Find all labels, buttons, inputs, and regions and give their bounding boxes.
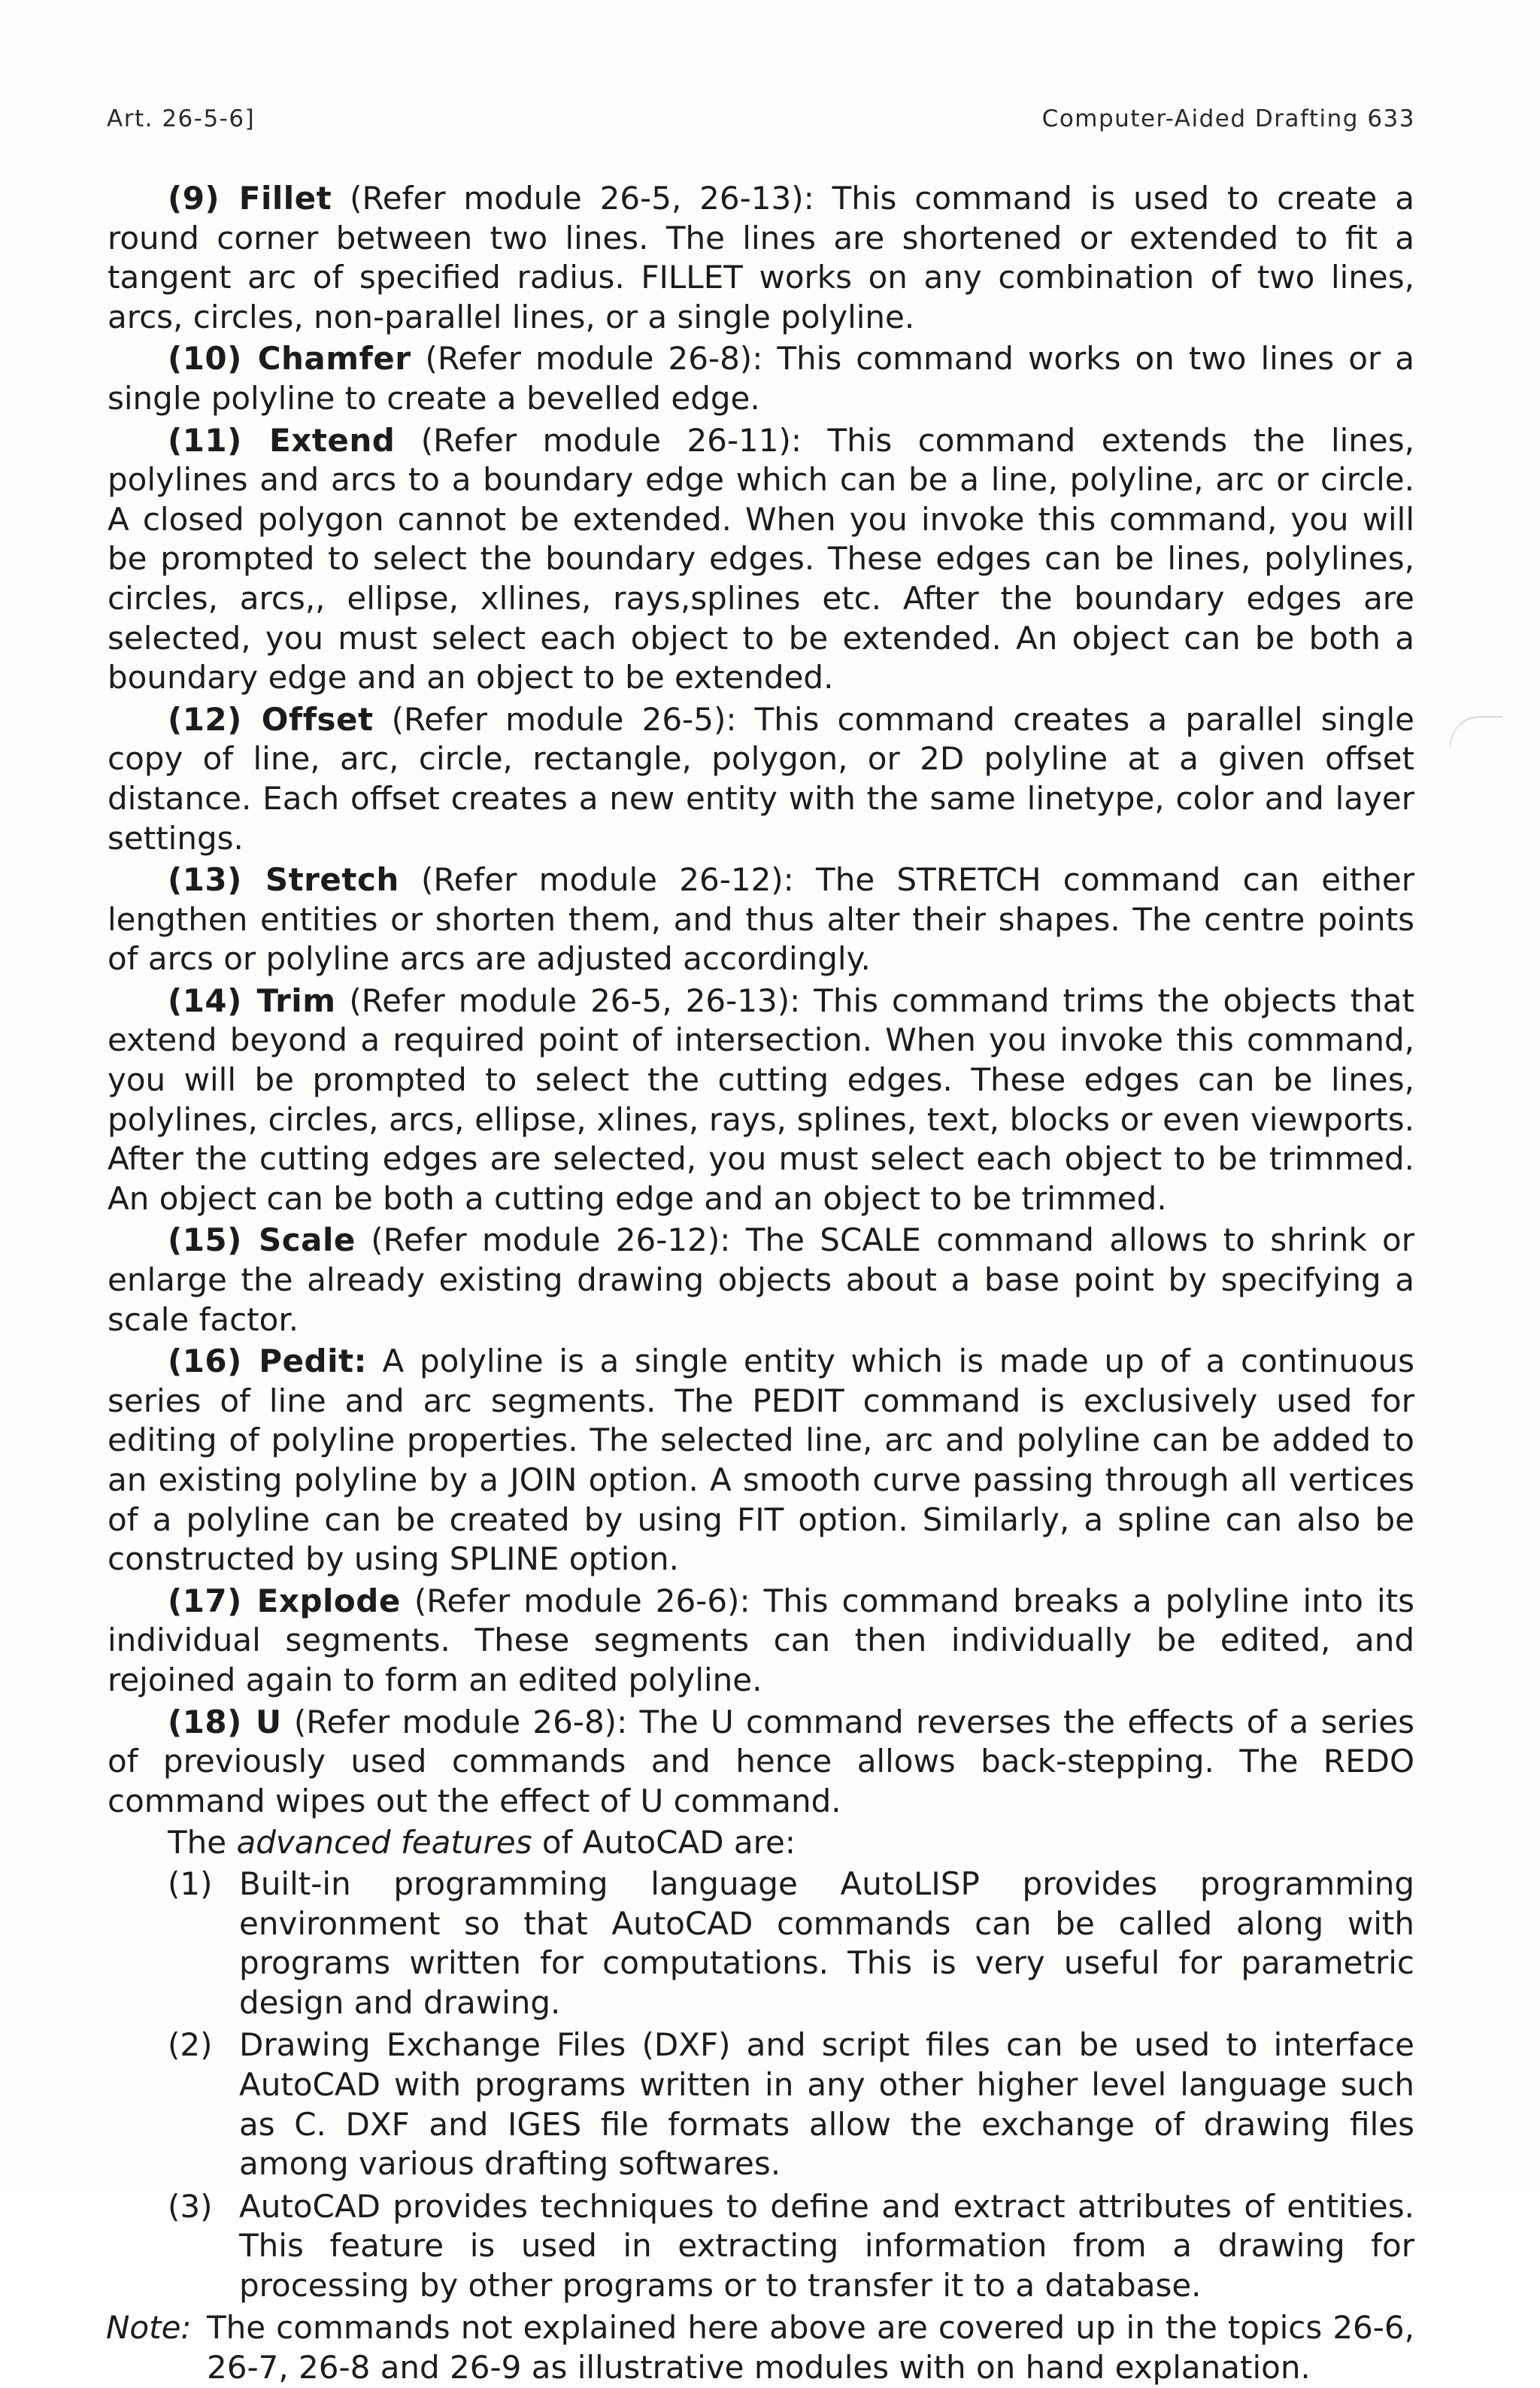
command-label: [168, 1221, 356, 1258]
command-name: Extend: [269, 421, 396, 459]
command-paragraph-fillet: [108, 179, 1414, 337]
command-description: (Refer module 26-8): This command works on two lines or a single polyline to create a bevelled edge.: [108, 340, 1415, 417]
command-name: Scale: [259, 1221, 356, 1259]
list-item-text: Drawing Exchange Files (DXF) and script files can be used to interface AutoCAD with programs written in any other higher level language such as C. DXF and IGES file formats allow the exchange of drawing files among various drafting softwares.: [239, 2026, 1414, 2183]
command-number: (13): [168, 861, 242, 899]
command-paragraph-explode: [108, 1582, 1414, 1701]
command-paragraph-u: [108, 1703, 1414, 1822]
command-name: Chamfer: [257, 340, 411, 378]
command-name: Fillet: [238, 180, 332, 217]
command-label: [168, 861, 399, 898]
list-item: [108, 2025, 1414, 2183]
command-paragraph-offset: [108, 700, 1414, 858]
command-paragraph-scale: [108, 1221, 1414, 1340]
page-body: [108, 179, 1414, 2388]
command-paragraph-extend: [108, 421, 1414, 698]
command-name: Trim: [256, 982, 336, 1019]
list-item-text: AutoCAD provides techniques to define and extract attributes of entities. This feature is used in extracting information from a drawing for processing by other programs or to transfer it to a database.: [239, 2187, 1414, 2304]
command-paragraph-stretch: [108, 860, 1414, 979]
command-description: (Refer module 26-12): The SCALE command allows to shrink or enlarge the already existing drawing objects about a base point by specifying a scale factor.: [108, 1221, 1414, 1338]
command-number: (11): [168, 421, 242, 459]
note-label: Note:: [106, 2309, 192, 2347]
command-number: (16): [168, 1343, 242, 1380]
command-label: [168, 982, 335, 1019]
command-paragraph-pedit: [108, 1342, 1414, 1579]
command-description: (Refer module 26-5): This command creates a parallel single copy of line, arc, circle, rectangle, polygon, or 2D polyline at a given offset distance. Each offset creates a new entity with the same linetype, color and layer settings.: [108, 700, 1415, 857]
note-block: [108, 2308, 1414, 2387]
command-number: (14): [168, 982, 242, 1019]
scan-artifact-mark: [1450, 716, 1502, 748]
command-label: [168, 1704, 282, 1740]
list-item-number: (1): [168, 1865, 213, 1902]
running-header: [107, 105, 1415, 143]
command-label: [168, 180, 332, 217]
command-label: [168, 422, 395, 459]
running-title-and-page-number: Computer-Aided Drafting 633: [1041, 105, 1415, 132]
command-number: (18): [168, 1703, 242, 1740]
list-item-text: Built-in programming language AutoLISP provides programming environment so that AutoCAD commands can be called along with programs written for computations. This is very useful for parametric design and drawing.: [239, 1865, 1414, 2021]
command-number: (15): [168, 1221, 242, 1259]
advanced-features-list: [108, 1865, 1414, 2306]
command-description: A polyline is a single entity which is made up of a continuous series of line and arc segments. The PEDIT command is exclusively used for editing of polyline properties. The selected line, arc and polyline can be added to an existing polyline by a JOIN option. A smooth curve passing through all vertices of a polyline can be created by using FIT option. Similarly, a spline can also be constructed by using SPLINE option.: [108, 1343, 1414, 1578]
advanced-features-intro: The advanced features of AutoCAD are:: [168, 1824, 796, 1862]
command-label: [168, 701, 374, 738]
command-label: [168, 1343, 367, 1379]
article-reference: Art. 26-5-6]: [107, 105, 256, 132]
command-name: Explode: [256, 1582, 401, 1619]
command-name: Offset: [261, 700, 374, 738]
advanced-features-emphasis: advanced features: [236, 1824, 532, 1862]
list-item: [108, 1865, 1414, 2022]
command-description: (Refer module 26-6): This command breaks a polyline into its individual segments. These segments can then individually be edited, and rejoined again to form an edited polyline.: [108, 1582, 1414, 1698]
command-paragraph-trim: [108, 982, 1414, 1219]
command-description: (Refer module 26-8): The U command reverses the effects of a series of previously used commands and hence allows back-stepping. The REDO command wipes out the effect of U command.: [108, 1703, 1415, 1819]
command-label: [168, 1582, 401, 1619]
command-number: (10): [168, 340, 242, 378]
command-description: (Refer module 26-12): The STRETCH command can either lengthen entities or shorten them, and thus alter their shapes. The centre points of arcs or polyline arcs are adjusted accordingly.: [108, 861, 1414, 978]
command-description: (Refer module 26-5, 26-13): This command trims the objects that extend beyond a required point of intersection. When you invoke this command, you will be prompted to select the cutting edges. These edges can be lines, polylines, circles, arcs, ellipse, xlines, rays, splines, text, blocks or even viewports. After the cutting edges are selected, you must select each object to be trimmed. An object can be both a cutting edge and an object to be trimmed.: [108, 982, 1414, 1217]
command-label: [168, 340, 411, 377]
command-paragraph-chamfer: [108, 339, 1414, 418]
command-name: Pedit:: [259, 1343, 367, 1380]
list-item: [108, 2187, 1414, 2306]
command-name: Stretch: [265, 861, 399, 899]
note-text: The commands not explained here above are covered up in the topics 26-6, 26-7, 26-8 and 26-9 as illustrative modules with on hand explanation.: [207, 2309, 1414, 2386]
command-description: (Refer module 26-5, 26-13): This command is used to create a round corner between two lines. The lines are shortened or extended to fit a tangent arc of specified radius. FILLET works on any combination of two lines, arcs, circles, non-parallel lines, or a single polyline.: [108, 180, 1414, 335]
list-item-number: (3): [168, 2187, 213, 2225]
command-number: (12): [168, 700, 242, 738]
list-item-number: (2): [168, 2026, 213, 2064]
command-description: (Refer module 26-11): This command extends the lines, polylines and arcs to a boundary edge which can be a line, polyline, arc or circle. A closed polygon cannot be extended. When you invoke this command, you will be prompted to select the boundary edges. These edges can be lines, polylines, circles, arcs,, ellipse, xllines, rays,splines etc. After the boundary edges are selected, you must select each object to be extended. An object can be both a boundary edge and an object to be extended.: [108, 421, 1414, 696]
command-number: (9): [168, 180, 220, 217]
command-number: (17): [168, 1582, 242, 1619]
command-name: U: [255, 1703, 282, 1740]
